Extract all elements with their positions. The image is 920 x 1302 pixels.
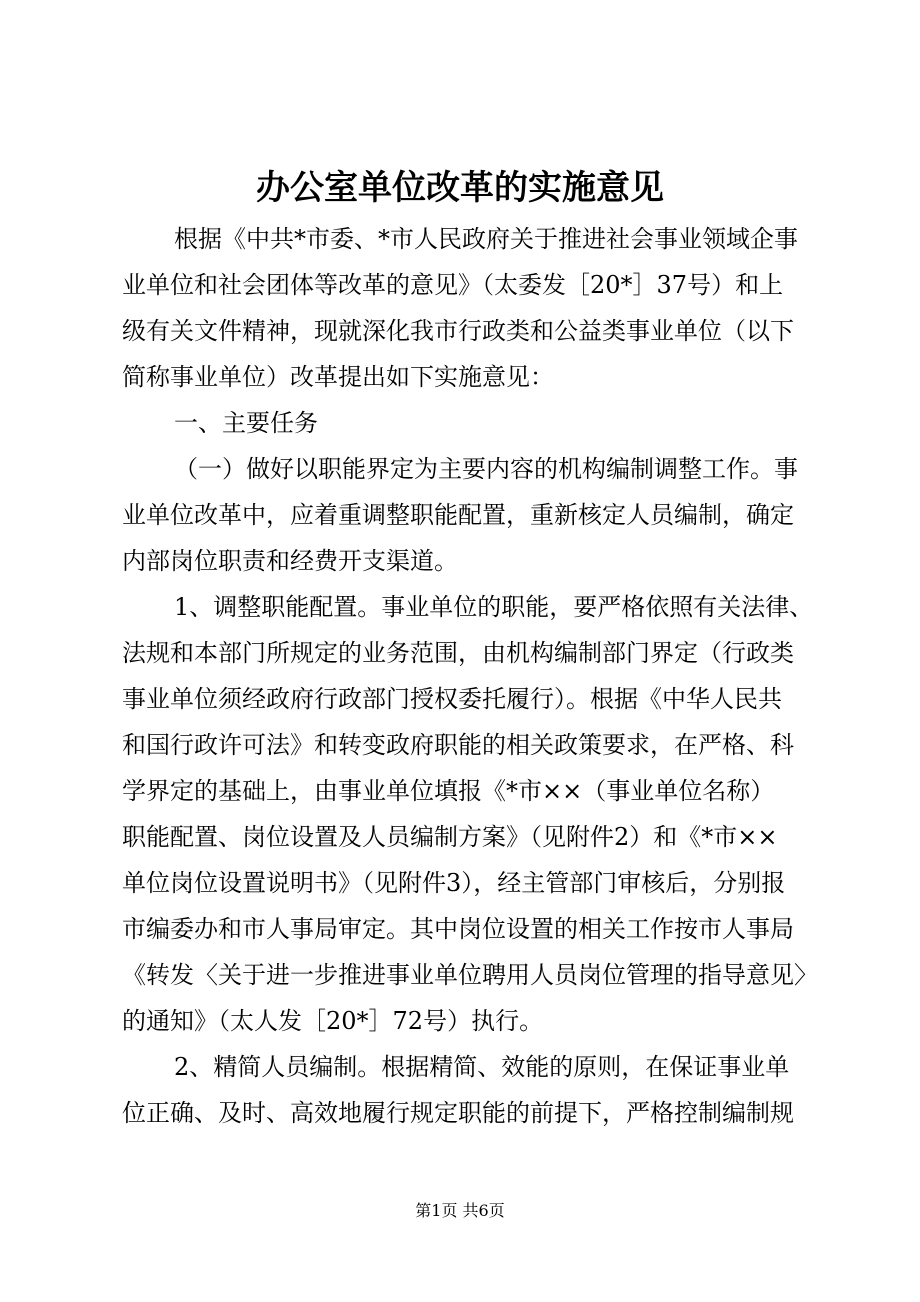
paragraph-line: 和国行政许可法》和转变政府职能的相关政策要求，在严格、科 [122, 731, 794, 759]
paragraph-line: 事业单位须经政府行政部门授权委托履行）。根据《中华人民共 [122, 685, 782, 713]
paragraph-line: 业单位和社会团体等改革的意见》（太委发［20*］37号）和上 [122, 271, 784, 299]
paragraph-line: 单位岗位设置说明书》（见附件3），经主管部门审核后，分别报 [122, 869, 786, 897]
paragraph-line: 学界定的基础上，由事业单位填报《*市××（事业单位名称） [122, 777, 775, 805]
paragraph-line: 2、精简人员编制。根据精简、效能的原则，在保证事业单 [174, 1053, 790, 1081]
paragraph-line: 级有关文件精神，现就深化我市行政类和公益类事业单位（以下 [122, 317, 794, 345]
paragraph-line: 《转发〈关于进一步推进事业单位聘用人员岗位管理的指导意见〉 [122, 961, 818, 989]
paragraph-line: 的通知》（太人发［20*］72号）执行。 [122, 1007, 544, 1035]
page-number-footer: 第1页 共6页 [415, 1201, 505, 1220]
page-title: 办公室单位改革的实施意见 [256, 168, 664, 208]
paragraph-line: 市编委办和市人事局审定。其中岗位设置的相关工作按市人事局 [122, 915, 794, 943]
paragraph-line: 简称事业单位）改革提出如下实施意见： [122, 363, 554, 391]
paragraph-line: 法规和本部门所规定的业务范围，由机构编制部门界定（行政类 [122, 639, 794, 667]
paragraph-line: 内部岗位职责和经费开支渠道。 [122, 547, 458, 575]
paragraph-line: 1、调整职能配置。事业单位的职能，要严格依照有关法律、 [174, 593, 814, 621]
paragraph-line: 业单位改革中，应着重调整职能配置，重新核定人员编制，确定 [122, 501, 794, 529]
paragraph-line: 根据《中共*市委、*市人民政府关于推进社会事业领域企事 [174, 225, 798, 253]
paragraph-line: （一）做好以职能界定为主要内容的机构编制调整工作。事 [174, 455, 798, 483]
paragraph-line: 位正确、及时、高效地履行规定职能的前提下，严格控制编制规 [122, 1099, 794, 1127]
section-heading: 一、主要任务 [174, 409, 318, 437]
paragraph-line: 职能配置、岗位设置及人员编制方案》（见附件2）和《*市×× [122, 823, 778, 851]
